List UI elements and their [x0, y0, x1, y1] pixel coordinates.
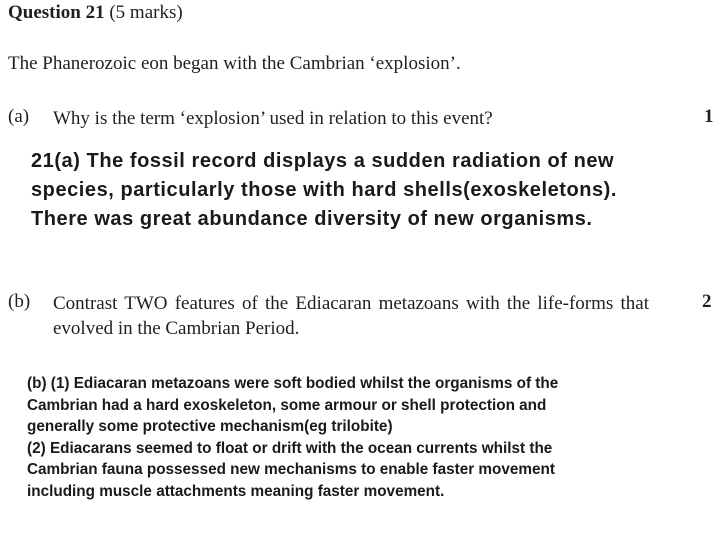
question-heading: [8, 2, 183, 24]
part-b-answer-line: Cambrian fauna possessed new mechanisms to enable faster movement: [27, 461, 555, 478]
part-b-answer-line: including muscle attachments meaning faster movement.: [27, 482, 445, 500]
part-a-label: (a): [8, 106, 30, 127]
part-a-question: Why is the term ‘explosion’ used in relation to this event?: [53, 108, 493, 129]
part-b-answer-line: (2) Ediacarans seemed to float or drift with the ocean currents whilst the: [27, 439, 553, 457]
question-marks: (5 marks): [109, 2, 183, 23]
question-intro: The Phanerozoic eon began with the Cambrian ‘explosion’.: [8, 53, 461, 74]
part-b-answer: [27, 373, 677, 502]
question-number: Question 21: [8, 2, 105, 23]
part-b-label: (b): [8, 291, 31, 312]
part-b-answer-line: (b) (1) Ediacaran metazoans were soft bodied whilst the organisms of the: [27, 375, 559, 392]
part-b-answer-line: Cambrian had a hard exoskeleton, some armour or shell protection and: [27, 396, 547, 414]
part-b-question: Contrast TWO features of the Ediacaran metazoans with the life-forms that evolved in the Cambrian Period.: [53, 293, 649, 339]
part-a-marks: 1: [704, 106, 714, 127]
part-b-answer-line: generally some protective mechanism(eg trilobite): [27, 418, 393, 435]
part-a-answer: 21(a) The fossil record displays a sudden radiation of new species, particularly those with hard shells(exoskeletons). There was great abundance diversity of new organisms.: [31, 150, 617, 230]
part-b-marks: 2: [702, 291, 712, 312]
